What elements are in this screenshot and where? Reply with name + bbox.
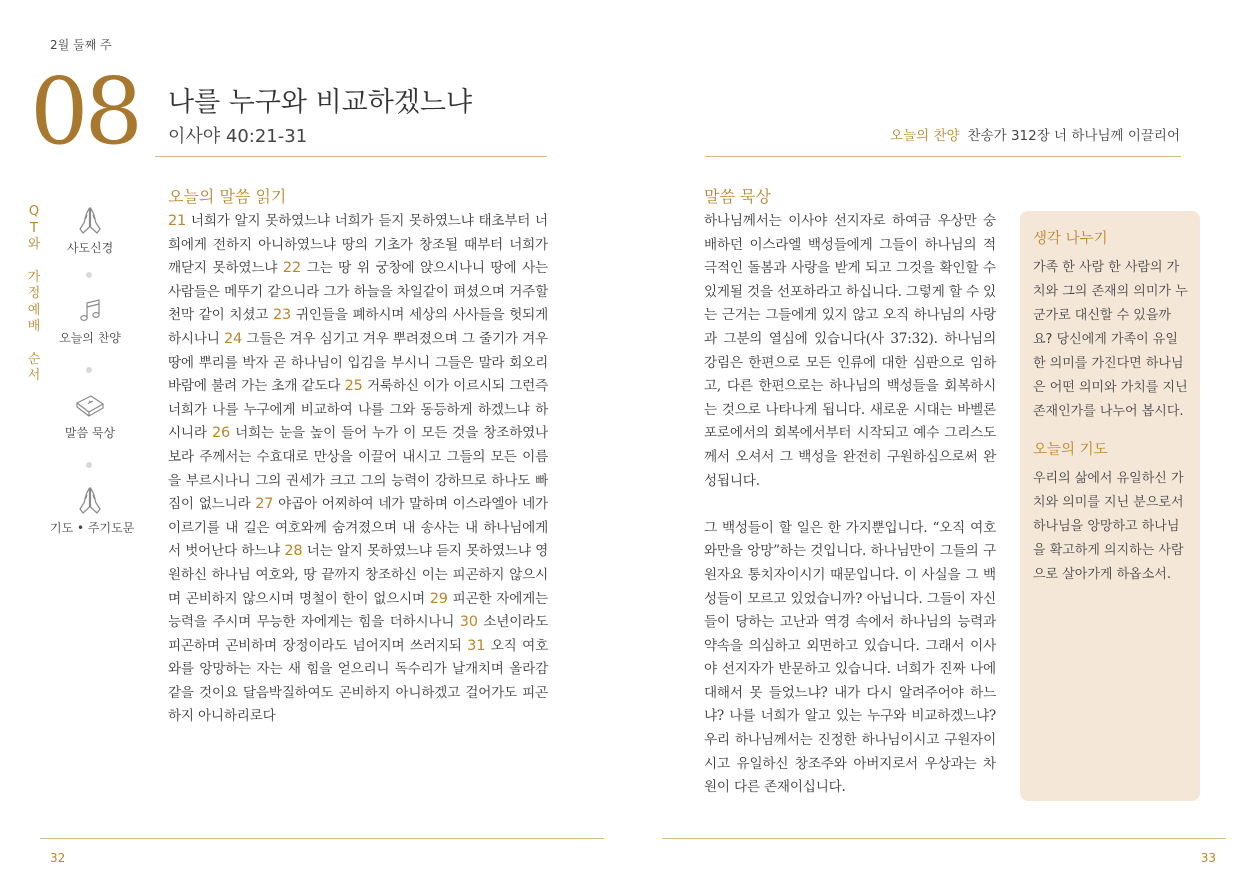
- side-label-char: 정: [27, 286, 41, 301]
- order-item-prayer: [50, 485, 135, 536]
- order-separator-dot: [86, 462, 92, 468]
- side-label-char: 와: [27, 237, 41, 252]
- hymn-label: 오늘의 찬양: [890, 128, 960, 144]
- verse-number: 28: [284, 543, 303, 560]
- share-title: 생각 나누기: [1033, 231, 1108, 247]
- order-separator-dot: [86, 272, 92, 278]
- praying-hands-icon: [74, 485, 106, 517]
- hymn-value: 찬송가 312장 너 하나님께 이끌리어: [967, 128, 1180, 144]
- verse-number: 29: [429, 590, 448, 607]
- order-item-hymn: [50, 295, 130, 346]
- week-label: 2월 둘째 주: [50, 38, 112, 52]
- page-title: 나를 누구와 비교하겠느냐: [168, 87, 473, 118]
- meditation-paragraph: 그 백성들이 할 일은 한 가지뿐입니다. “오직 여호와만을 앙망”하는 것입니다. 하나님만이 그들의 구원자요 통치자이시기 때문입니다. 이 사실을 그 백성들이 모르고 있었습니까? 아닙니다. 그들이 자신들이 당하는 고난과 역경 속에서 하나님의 능력과 약속을 의심하고 외면하고 있습니다. 그래서 이사야 선지자가 반문하고 있습니다. 너희가 진짜 나에 대해서 못 들었느냐? 내가 다시 알려주어야 하느냐? 나를 너희가 알고 있는 누구와 비교하겠느냐? 우리 하나님께서는 진정한 하나님이시고 구원자이시고 유일하신 창조주와 아버지로서 우상과는 차원이 다른 존재이십니다.: [704, 519, 996, 796]
- music-note-icon: [74, 295, 106, 327]
- page-number-left: 32: [50, 851, 66, 865]
- header-divider-right: [705, 156, 1181, 157]
- meditation-text: [704, 210, 996, 800]
- verse-number: 25: [344, 378, 363, 395]
- verse-text: 그들은 겨우 심기고 겨우 뿌려졌으며 그 줄기가 겨우 땅에 뿌리를 박자 곧 하나님이 입김을 부시니 그들은 말라 회오리바람에 불려 가는 초개 같도다: [168, 330, 548, 395]
- verse-number: 26: [211, 425, 231, 442]
- side-label-char: 서: [27, 368, 41, 383]
- order-item-meditation: [50, 390, 130, 441]
- verse-text: 그는 땅 위 궁창에 앉으시나니 땅에 사는 사람들은 메뚜기 같으니라 그가 하늘을 차일같이 펴셨으며 거주할 천막 같이 치셨고: [168, 260, 548, 324]
- verse-text: 야곱아 어찌하여 네가 말하며 이스라엘아 네가 이르기를 내 길은 여호와께 숨겨졌으며 내 송사는 내 하나님에게서 벗어난다 하느냐: [168, 496, 548, 560]
- meditation-paragraph: 하나님께서는 이사야 선지자로 하여금 우상만 숭배하던 이스라엘 백성들에게 그들이 하나님의 적극적인 돌봄과 사랑을 받게 되고 그것을 확인할 수 있게될 것을 선포하라고 하십니다. 그렇게 할 수 있는 근거는 그들에게 있지 않고 오직 하나님의 사랑과 그분의 열심에 있습니다(사 37:32). 하나님의 강림은 한편으로 모든 인류에 대한 심판으로 임하고, 다른 한편으로는 하나님의 백성들을 회복하시는 것으로 나타나게 됩니다. 새로운 시대는 바벨론 포로에서의 회복에서부터 시작되고 예수 그리스도께서 오셔서 그 백성을 완전히 구원하심으로써 완성됩니다.: [704, 213, 996, 489]
- side-vertical-label: [26, 204, 42, 385]
- side-label-char: T: [30, 220, 38, 236]
- verse-text: 거룩하신 이가 이르시되 그런즉 너희가 나를 누구에게 비교하여 나를 그와 동등하게 하겠느냐 하시니라: [168, 378, 548, 442]
- bible-icon: [74, 390, 106, 422]
- discussion-box: [1020, 211, 1200, 801]
- verse-text: 너는 알지 못하였느냐 듣지 못하였느냐 영원하신 하나님 여호와, 땅 끝까지 창조하신 이는 피곤하지 않으시며 곤비하지 않으시며 명철이 한이 없으시며: [168, 543, 548, 607]
- verse-number: 22: [282, 260, 301, 277]
- day-number: 08: [30, 58, 140, 165]
- side-label-char: Q: [28, 204, 40, 219]
- verse-text: 오직 여호와를 앙망하는 자는 새 힘을 얻으리니 독수리가 날개치며 올라감 같을 것이요 달음박질하여도 곤비하지 아니하겠고 걸어가도 피곤하지 아니하리로다: [168, 637, 549, 725]
- verse-text: 소년이라도 피곤하며 곤비하며 장정이라도 넘어지며 쓰러지되: [168, 614, 549, 654]
- verse-number: 24: [224, 330, 243, 347]
- meditation-section-title: 말씀 묵상: [704, 187, 771, 206]
- verse-text: 너희는 눈을 높이 들어 누가 이 모든 것을 창조하였나 보라 주께서는 수효대로 만상을 이끌어 내시고 그들의 모든 이름을 부르시나니 그의 권세가 크고 그의 능력이 강하므로 하나도 빠짐이 없느니라: [168, 425, 548, 513]
- page-number-right: 33: [1200, 851, 1216, 865]
- side-label-char: 가: [27, 269, 41, 285]
- side-label-char: 배: [27, 319, 41, 334]
- side-label-char: 예: [27, 302, 41, 318]
- prayer-title: 오늘의 기도: [1033, 442, 1108, 458]
- verse-text: 귀인들을 폐하시며 세상의 사사들을 헛되게 하시나니: [168, 307, 548, 347]
- footer-divider-right: [662, 838, 1226, 839]
- order-item-creed: [50, 205, 130, 256]
- prayer-text: 우리의 삶에서 유일하신 가치와 의미를 지닌 분으로서 하나님을 앙망하고 하나님을 확고하게 의지하는 사람으로 살아가게 하옵소서.: [1033, 471, 1184, 582]
- hymn-line: [890, 124, 1180, 144]
- praying-hands-icon: [74, 205, 106, 237]
- reading-section-title: 오늘의 말씀 읽기: [168, 187, 287, 206]
- header-divider-left: [155, 156, 547, 157]
- scripture-reference: 이사야 40:21-31: [168, 126, 308, 147]
- verse-number: 21: [168, 213, 187, 229]
- order-separator-dot: [86, 367, 92, 373]
- verse-number: 30: [459, 614, 478, 631]
- verse-text: 피곤한 자에게는 능력을 주시며 무능한 자에게는 힘을 더하시나니: [168, 590, 548, 631]
- verse-number: 27: [255, 496, 274, 513]
- verse-number: 23: [273, 307, 292, 324]
- side-label-char: 순: [27, 351, 41, 367]
- verse-number: 31: [467, 637, 486, 654]
- order-item-label: 기도 • 주기도문: [50, 521, 135, 535]
- verse-text: 너희가 알지 못하였느냐 너희가 듣지 못하였느냐 태초부터 너희에게 전하지 아니하였느냐 땅의 기초가 창조될 때부터 너희가 깨닫지 못하였느냐: [168, 213, 548, 277]
- order-item-label: 말씀 묵상: [64, 426, 116, 440]
- order-item-label: 사도신경: [66, 241, 114, 255]
- share-text: 가족 한 사람 한 사람의 가치와 그의 존재의 의미가 누군가로 대신할 수 있을까요? 당신에게 가족이 유일한 의미를 가진다면 하나님은 어떤 의미와 가치를 지닌 존재인가를 나누어 봅시다.: [1033, 260, 1188, 419]
- order-item-label: 오늘의 찬양: [59, 331, 121, 345]
- footer-divider-left: [40, 838, 604, 839]
- scripture-text: [168, 210, 548, 729]
